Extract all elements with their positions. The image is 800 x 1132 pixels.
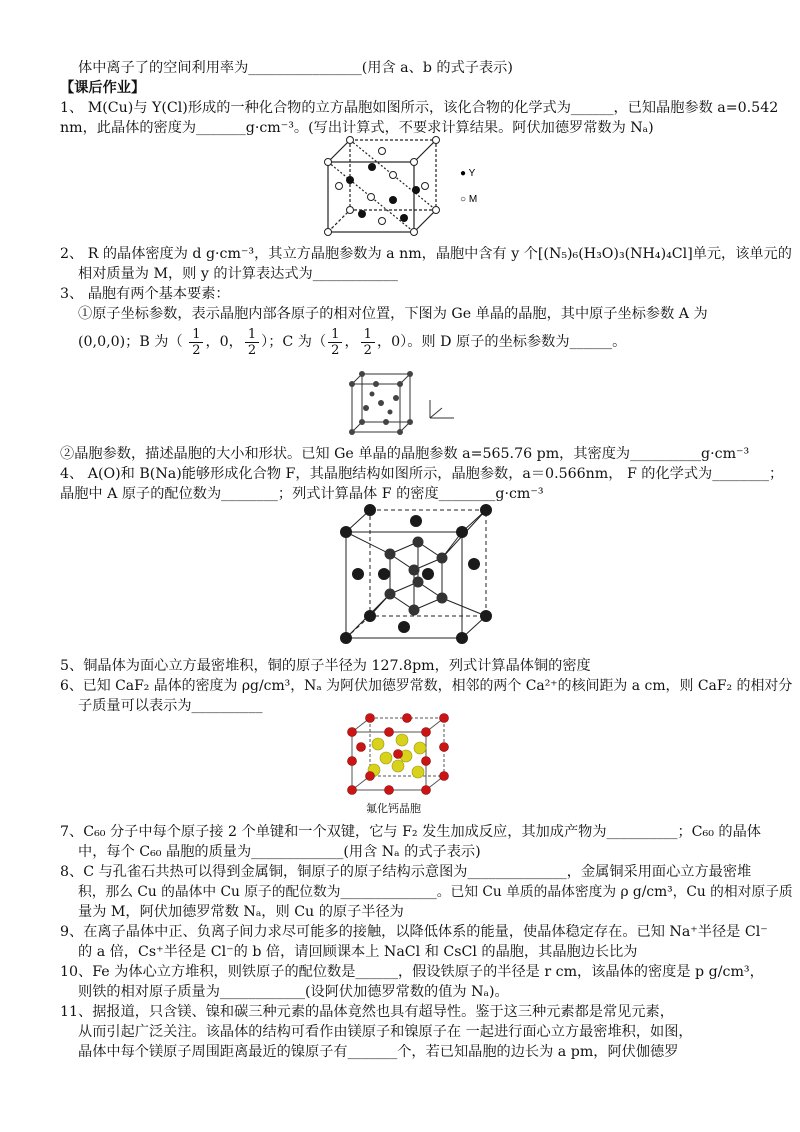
q8-line-2: 积，那么 Cu 的晶体中 Cu 原子的配位数为______________。已知 Cu 单质的晶体密度为 ρ g/cm³，Cu 的相对原子质 bbox=[78, 884, 793, 900]
q1-crystal-figure bbox=[318, 132, 508, 236]
q5-line: 5、铜晶体为面心立方最密堆积，铜的原子半径为 127.8pm，列式计算晶体铜的密度 bbox=[60, 658, 591, 674]
coord-c-mid: ， bbox=[344, 334, 359, 350]
q4-crystal-figure bbox=[330, 502, 500, 646]
coord-d: ，0）。则 D 原子的坐标参数为______。 bbox=[376, 334, 627, 350]
q3-line-1: 3、 晶胞有两个基本要素： bbox=[60, 286, 230, 302]
q4-line-2: 晶胞中 A 原子的配位数为________；列式计算晶体 F 的密度________g·cm⁻³ bbox=[60, 486, 544, 502]
fraction-half: $\frac{1}{2}$ bbox=[189, 327, 203, 358]
q3-line-2: ①原子坐标参数，表示晶胞内部各原子的相对位置，下图为 Ge 单晶的晶胞，其中原子坐标参数 A 为 bbox=[78, 306, 708, 322]
line-0: 体中离子了的空间利用率为________________(用含 a、b 的式子表示) bbox=[78, 60, 513, 76]
q10-line-1: 10、Fe 为体心立方堆积，则铁原子的配位数是______，假设铁原子的半径是 r cm，该晶体的密度是 p g/cm³， bbox=[60, 964, 764, 980]
legend-m: ○ M bbox=[460, 194, 478, 205]
q7-line-1: 7、C₆₀ 分子中每个原子接 2 个单键和一个双键，它与 F₂ 发生加成反应，其加成产物为__________；C₆₀ 的晶体 bbox=[60, 824, 761, 840]
section-heading: 【课后作业】 bbox=[60, 80, 146, 96]
q10-line-2: 则铁的相对原子质量为____________(设阿伏加德罗常数的值为 Nₐ)。 bbox=[78, 984, 509, 1000]
q9-line-1: 9、在离子晶体中正、负离子间力求尽可能多的接触，以降低体系的能量，使晶体稳定存在。已知 Na⁺半径是 Cl⁻ bbox=[60, 924, 768, 940]
q2-line-2: 相对质量为 M，则 y 的计算表达式为____________ bbox=[78, 266, 398, 282]
coord-a: (0,0,0)；B 为（ bbox=[78, 334, 183, 350]
q3-line-4: ②晶胞参数，描述晶胞的大小和形状。已知 Ge 单晶的晶胞参数 a=565.76 pm，其密度为__________g·cm⁻³ bbox=[60, 446, 750, 462]
q6-line-1: 6、已知 CaF₂ 晶体的密度为 ρg/cm³，Nₐ 为阿伏加德罗常数，相邻的两个 Ca²⁺的核间距为 a cm，则 CaF₂ 的相对分 bbox=[60, 678, 793, 694]
caf2-caption: 氟化钙晶胞 bbox=[366, 802, 421, 815]
q11-line-1: 11、据报道，只含镁、镍和碳三种元素的晶体竟然也具有超导性。鉴于这三种元素都是常见元素， bbox=[60, 1004, 674, 1020]
fraction-half: $\frac{1}{2}$ bbox=[361, 327, 375, 358]
q8-line-3: 量为 M，阿伏加德罗常数 Nₐ，则 Cu 的原子半径为 bbox=[78, 904, 404, 920]
q11-line-2: 从而引起广泛关注。该晶体的结构可看作由镁原子和镍原子在 一起进行面心立方最密堆积，如图， bbox=[78, 1024, 693, 1040]
caf2-figure bbox=[340, 712, 460, 796]
legend-y: ● Y bbox=[460, 168, 476, 179]
q11-line-3: 晶体中每个镁原子周围距离最近的镍原子有_______个，若已知晶胞的边长为 a pm，阿伏伽德罗 bbox=[78, 1044, 679, 1060]
coord-b-mid: ，0， bbox=[205, 334, 243, 350]
q4-line-1: 4、 A(O)和 B(Na)能够形成化合物 F，其晶胞结构如图所示，晶胞参数，a＝0.566nm， F 的化学式为________； bbox=[60, 466, 784, 482]
ge-cell-figure bbox=[346, 370, 466, 436]
q2-line-1: 2、 R 的晶体密度为 d g·cm⁻³，其立方晶胞参数为 a nm，晶胞中含有 y 个[(N₅)₆(H₃O)₃(NH₄)₄Cl]单元，该单元的 bbox=[60, 246, 792, 262]
q6-line-2: 子质量可以表示为__________ bbox=[78, 698, 263, 714]
coord-c: ）；C 为（ bbox=[261, 334, 327, 350]
q1-line-1: 1、 M(Cu)与 Y(Cl)形成的一种化合物的立方晶胞如图所示，该化合物的化学式为______，已知晶胞参数 a=0.542 bbox=[60, 100, 779, 116]
q1-line-2: nm，此晶体的密度为_______g·cm⁻³。(写出计算式，不要求计算结果。阿伏加德罗常数为 Nₐ) bbox=[60, 120, 654, 136]
q9-line-2: 的 a 倍，Cs⁺半径是 Cl⁻的 b 倍，请回顾课本上 NaCl 和 CsCl 的晶胞，其晶胞边长比为 bbox=[78, 944, 638, 960]
q7-line-2: 中，每个 C₆₀ 晶胞的质量为_____________(用含 Nₐ 的式子表示) bbox=[78, 844, 481, 860]
q3-coordinates bbox=[78, 324, 626, 360]
fraction-half: $\frac{1}{2}$ bbox=[245, 327, 259, 358]
fraction-half: $\frac{1}{2}$ bbox=[328, 327, 342, 358]
q8-line-1: 8、C 与孔雀石共热可以得到金属铜，铜原子的原子结构示意图为______________，金属铜采用面心立方最密堆 bbox=[60, 864, 752, 880]
